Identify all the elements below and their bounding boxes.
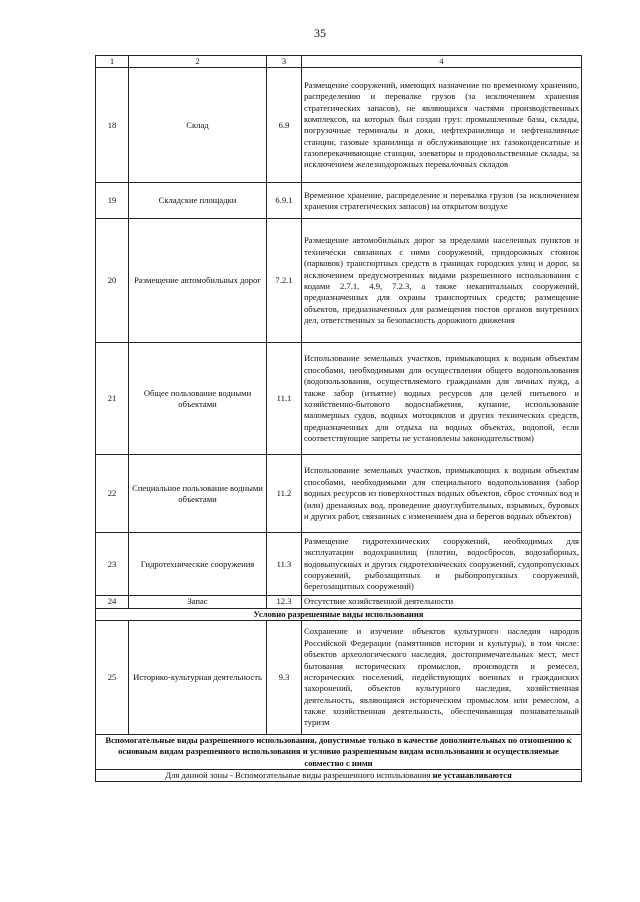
table-row [96,68,582,183]
land-use-table [95,55,582,782]
table-header-row [96,56,582,68]
use-type-name: Склад [129,68,267,183]
use-type-description: Размещение сооружений, имеющих назначение по временному хранению, распределению и перевалке грузов (за исключением хранения стратегических запасов), не являющихся частями производственных комплексов, на которых был создан груз: промышленные базы, склады, погрузочные терминалы и доки, нефтехранилища и нефтеналивные станции, газовые хранилища и обслуживающие их газоконденсатные и газоперекачивающие станции, элеваторы и продовольственные склады, за исключением железнодорожных перевалочных складов [302,68,582,183]
table-row [96,219,582,343]
use-type-name: Общее пользование водными объектами [129,343,267,455]
header-cell-3: 3 [267,56,302,68]
row-number: 24 [96,596,129,608]
use-type-description: Временное хранение, распределение и перевалка грузов (за исключением хранения стратегических запасов) на открытом воздухе [302,183,582,219]
use-type-code: 12.3 [267,596,302,608]
section-conditional-title: Условно разрешенные виды использования [96,608,582,620]
auxiliary-note-row [96,770,582,782]
table-row [96,183,582,219]
use-type-code: 7.2.1 [267,219,302,343]
use-type-name: Историко-культурная деятельность [129,621,267,735]
row-number: 18 [96,68,129,183]
auxiliary-note-emphasis: не устанавливаются [432,770,512,781]
header-cell-2: 2 [129,56,267,68]
use-type-code: 9.3 [267,621,302,735]
use-type-code: 11.1 [267,343,302,455]
row-number: 19 [96,183,129,219]
use-type-description: Размещение гидротехнических сооружений, необходимых для эксплуатации водохранилищ (плотин, водосбросов, водозаборных, водовыпускных и других гидротехнических сооружений, судопропускных сооружений, рыбозащитных и рыбопропускных сооружений, берегозащитных сооружений) [302,533,582,596]
section-auxiliary-title: Вспомогательные виды разрешенного использования, допустимые только в качестве дополнительных по отношению к основным видам разрешенного использования и условно разрешенным видам использования и осуществляемые совместно с ними [96,735,582,770]
row-number: 20 [96,219,129,343]
table-row [96,343,582,455]
table-row [96,621,582,735]
use-type-name: Специальное пользование водными объектами [129,455,267,533]
use-type-description: Отсутствие хозяйственной деятельности [302,596,582,608]
section-conditional-row [96,608,582,620]
table-row [96,455,582,533]
use-type-description: Использование земельных участков, примыкающих к водным объектам способами, необходимыми для осуществления общего водопользования (водопользования, осуществляемого гражданами для личных нужд, а также забор (изъятие) водных ресурсов для целей питьевого и хозяйственно-бытового водоснабжения, купание, использование маломерных судов, водных мотоциклов и других технических средств, предназначенных для отдыха на водных объектах, водопой, если соответствующие запреты не установлены законодательством) [302,343,582,455]
table-row [96,596,582,608]
table-row [96,533,582,596]
auxiliary-note [96,770,582,782]
header-cell-4: 4 [302,56,582,68]
use-type-code: 11.2 [267,455,302,533]
header-cell-1: 1 [96,56,129,68]
use-type-description: Сохранение и изучение объектов культурного наследия народов Российской Федерации (памятников истории и культуры), в том числе: объектов археологического наследия, достопримечательных мест, мест бытования исторических промыслов, производств и ремесел, исторических поселений, недействующих военных и гражданских захоронений, объектов культурного наследия, хозяйственная деятельность, являющаяся историческим промыслом или ремеслом, а также хозяйственная деятельность, обеспечивающая познавательный туризм [302,621,582,735]
row-number: 25 [96,621,129,735]
use-type-name: Размещение автомобильных дорог [129,219,267,343]
use-type-code: 6.9.1 [267,183,302,219]
use-type-name: Складские площадки [129,183,267,219]
row-number: 21 [96,343,129,455]
use-type-name: Запас [129,596,267,608]
row-number: 22 [96,455,129,533]
row-number: 23 [96,533,129,596]
auxiliary-note-text: Для данной зоны - Вспомогательные виды разрешенного использования [165,770,433,781]
page-number: 35 [314,26,326,40]
use-type-code: 6.9 [267,68,302,183]
use-type-description: Использование земельных участков, примыкающих к водным объектам способами, необходимыми для специального водопользования (забор водных ресурсов из поверхностных водных объектов, сброс сточных вод и (или) дренажных вод, проведение дноуглубительных, взрывных, буровых и других работ, связанных с изменением дна и берегов водных объектов) [302,455,582,533]
use-type-name: Гидротехнические сооружения [129,533,267,596]
section-auxiliary-row [96,735,582,770]
use-type-description: Размещение автомобильных дорог за пределами населенных пунктов и технически связанных с ними сооружений, придорожных стоянок (парковок) транспортных средств в границах городских улиц и дорог, за исключением предусмотренных видами разрешенного использования с кодами 2.7.1, 4.9, 7.2.3, а также некапитальных сооружений, предназначенных для охраны транспортных средств; размещение объектов, предназначенных для размещения постов органов внутренних дел, ответственных за безопасность дорожного движения [302,219,582,343]
use-type-code: 11.3 [267,533,302,596]
